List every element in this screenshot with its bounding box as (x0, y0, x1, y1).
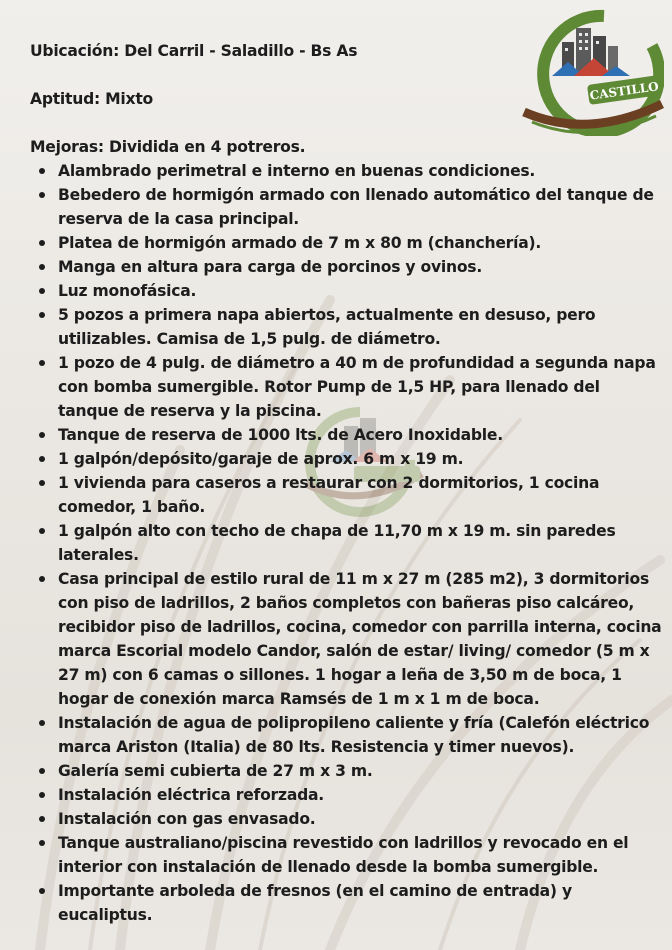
list-item: 1 pozo de 4 pulg. de diámetro a 40 m de profundidad a segunda napa con bomba sumergible. Rotor Pump de 1,5 HP, para llenado del tanque de reserva y la piscina. (58, 351, 664, 423)
list-item: Galería semi cubierta de 27 m x 3 m. (58, 759, 664, 783)
list-item: Instalación de agua de polipropileno caliente y fría (Calefón eléctrico marca Ariston (Italia) de 80 lts. Resistencia y timer nuevos). (58, 711, 664, 759)
list-item: Alambrado perimetral e interno en buenas condiciones. (58, 159, 664, 183)
list-item: Casa principal de estilo rural de 11 m x 27 m (285 m2), 3 dormitorios con piso de ladrillos, 2 baños completos con bañeras piso calcáreo, recibidor piso de ladrillos, cocina, comedor con parrilla interna, cocina marca Escorial modelo Candor, salón de estar/ living/ comedor (5 m x 27 m) con 6 camas o sillones. 1 hogar a leña de 3,50 m de boca, 1 hogar de conexión marca Ramsés de 1 m x 1 m de boca. (58, 567, 664, 711)
list-item: Manga en altura para carga de porcinos y ovinos. (58, 255, 664, 279)
list-item: Bebedero de hormigón armado con llenado automático del tanque de reserva de la casa principal. (58, 183, 664, 231)
list-item: Luz monofásica. (58, 279, 664, 303)
list-item: 1 galpón/depósito/garaje de aprox. 6 m x 19 m. (58, 447, 664, 471)
list-item: Instalación con gas envasado. (58, 807, 664, 831)
list-item: 1 vivienda para caseros a restaurar con 2 dormitorios, 1 cocina comedor, 1 baño. (58, 471, 664, 519)
list-item: Tanque de reserva de 1000 lts. de Acero Inoxidable. (58, 423, 664, 447)
logo-brand-text: CASTILLO (588, 79, 660, 103)
spacer (30, 63, 664, 87)
list-item: Instalación eléctrica reforzada. (58, 783, 664, 807)
spacer (30, 111, 664, 135)
list-item: 1 galpón alto con techo de chapa de 11,70 m x 19 m. sin paredes laterales. (58, 519, 664, 567)
aptitude-line: Aptitud: Mixto (30, 90, 154, 108)
list-item: 5 pozos a primera napa abiertos, actualmente en desuso, pero utilizables. Camisa de 1,5 pulg. de diámetro. (58, 303, 664, 351)
list-item: Importante arboleda de fresnos (en el camino de entrada) y eucaliptus. (58, 879, 664, 927)
list-item: Platea de hormigón armado de 7 m x 80 m (chanchería). (58, 231, 664, 255)
property-description (30, 39, 664, 927)
features-list (30, 159, 664, 927)
list-item: Tanque australiano/piscina revestido con ladrillos y revocado en el interior con instalación de llenado desde la bomba sumergible. (58, 831, 664, 879)
improvements-intro: Mejoras: Dividida en 4 potreros. (30, 138, 306, 156)
location-line: Ubicación: Del Carril - Saladillo - Bs As (30, 42, 358, 60)
